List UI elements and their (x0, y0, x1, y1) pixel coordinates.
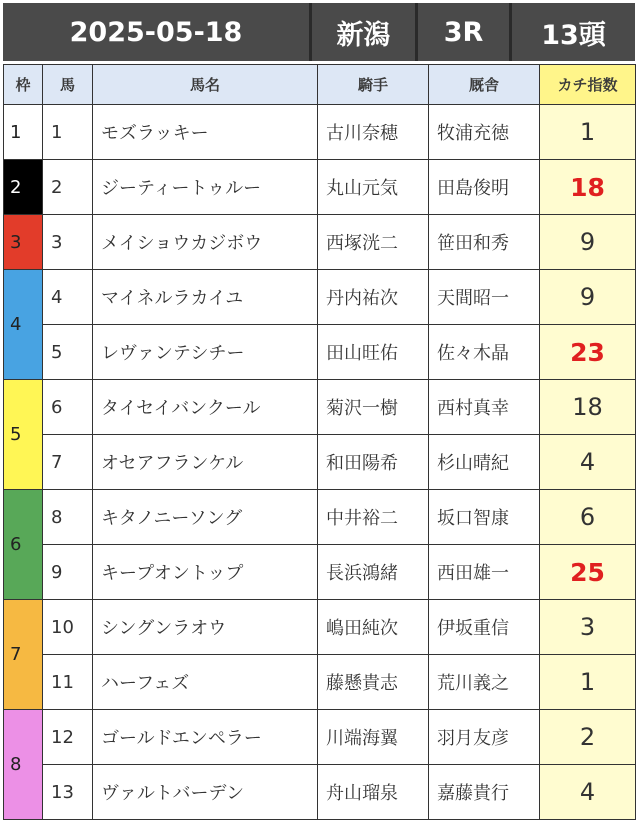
horse-number-cell: 5 (43, 325, 93, 380)
jockey-cell: 古川奈穂 (318, 105, 429, 160)
table-row (4, 765, 636, 820)
jockey-cell: 嶋田純次 (318, 600, 429, 655)
horse-name-cell: タイセイバンクール (93, 380, 318, 435)
trainer-cell: 西田雄一 (429, 545, 540, 600)
horse-number-cell: 11 (43, 655, 93, 710)
horse-number-cell: 8 (43, 490, 93, 545)
waku-cell: 3 (4, 215, 43, 270)
table-row (4, 325, 636, 380)
kachi-index-cell: 9 (540, 215, 636, 270)
horse-name-cell: レヴァンテシチー (93, 325, 318, 380)
horse-number-cell: 13 (43, 765, 93, 820)
horse-number-cell: 12 (43, 710, 93, 765)
jockey-cell: 田山旺佑 (318, 325, 429, 380)
trainer-cell: 嘉藤貴行 (429, 765, 540, 820)
col-uma: 馬 (43, 65, 93, 105)
trainer-cell: 田島俊明 (429, 160, 540, 215)
race-date: 2025-05-18 (69, 16, 243, 48)
trainer-cell: 伊坂重信 (429, 600, 540, 655)
waku-cell: 1 (4, 105, 43, 160)
jockey-cell: 長浜鴻緒 (318, 545, 429, 600)
table-row (4, 710, 636, 765)
kachi-index-cell: 4 (540, 765, 636, 820)
entry-table (3, 64, 636, 820)
trainer-cell: 杉山晴紀 (429, 435, 540, 490)
trainer-cell: 天間昭一 (429, 270, 540, 325)
jockey-cell: 和田陽希 (318, 435, 429, 490)
kachi-index-cell: 4 (540, 435, 636, 490)
trainer-cell: 羽月友彦 (429, 710, 540, 765)
horse-name-cell: メイショウカジボウ (93, 215, 318, 270)
kachi-index-cell: 6 (540, 490, 636, 545)
col-index: カチ指数 (540, 65, 636, 105)
trainer-cell: 笹田和秀 (429, 215, 540, 270)
jockey-cell: 藤懸貴志 (318, 655, 429, 710)
table-row (4, 435, 636, 490)
horse-number-cell: 3 (43, 215, 93, 270)
trainer-cell: 荒川義之 (429, 655, 540, 710)
trainer-cell: 坂口智康 (429, 490, 540, 545)
horse-number-cell: 9 (43, 545, 93, 600)
kachi-index-cell: 1 (540, 655, 636, 710)
kachi-index-cell: 23 (540, 325, 636, 380)
waku-cell: 2 (4, 160, 43, 215)
table-row (4, 600, 636, 655)
table-row (4, 380, 636, 435)
horse-name-cell: キタノニーソング (93, 490, 318, 545)
kachi-index-cell: 18 (540, 380, 636, 435)
horse-number-cell: 6 (43, 380, 93, 435)
kachi-index-cell: 25 (540, 545, 636, 600)
kachi-index-cell: 18 (540, 160, 636, 215)
waku-cell: 6 (4, 490, 43, 600)
horse-name-cell: ジーティートゥルー (93, 160, 318, 215)
trainer-cell: 佐々木晶 (429, 325, 540, 380)
trainer-cell: 西村真幸 (429, 380, 540, 435)
table-row (4, 270, 636, 325)
race-header (3, 3, 635, 61)
horse-name-cell: モズラッキー (93, 105, 318, 160)
kachi-index-cell: 2 (540, 710, 636, 765)
jockey-cell: 菊沢一樹 (318, 380, 429, 435)
table-row (4, 160, 636, 215)
waku-cell: 8 (4, 710, 43, 820)
jockey-cell: 中井裕二 (318, 490, 429, 545)
kachi-index-cell: 9 (540, 270, 636, 325)
waku-cell: 5 (4, 380, 43, 490)
table-row (4, 655, 636, 710)
col-trainer: 厩舎 (429, 65, 540, 105)
runner-count: 13頭 (541, 19, 606, 51)
horse-name-cell: マイネルラカイユ (93, 270, 318, 325)
horse-number-cell: 7 (43, 435, 93, 490)
jockey-cell: 西塚洸二 (318, 215, 429, 270)
col-name: 馬名 (93, 65, 318, 105)
jockey-cell: 丸山元気 (318, 160, 429, 215)
horse-number-cell: 1 (43, 105, 93, 160)
race-number: 3R (443, 16, 484, 48)
waku-cell: 4 (4, 270, 43, 380)
race-venue: 新潟 (336, 19, 391, 51)
jockey-cell: 丹内祐次 (318, 270, 429, 325)
table-row (4, 215, 636, 270)
table-row (4, 490, 636, 545)
table-row (4, 105, 636, 160)
horse-name-cell: キープオントップ (93, 545, 318, 600)
col-jockey: 騎手 (318, 65, 429, 105)
table-row (4, 545, 636, 600)
horse-number-cell: 2 (43, 160, 93, 215)
waku-cell: 7 (4, 600, 43, 710)
trainer-cell: 牧浦充徳 (429, 105, 540, 160)
table-header-row (4, 65, 636, 105)
horse-number-cell: 10 (43, 600, 93, 655)
horse-number-cell: 4 (43, 270, 93, 325)
col-waku: 枠 (4, 65, 43, 105)
horse-name-cell: ゴールドエンペラー (93, 710, 318, 765)
jockey-cell: 川端海翼 (318, 710, 429, 765)
kachi-index-cell: 3 (540, 600, 636, 655)
kachi-index-cell: 1 (540, 105, 636, 160)
jockey-cell: 舟山瑠泉 (318, 765, 429, 820)
horse-name-cell: オセアフランケル (93, 435, 318, 490)
horse-name-cell: ヴァルトバーデン (93, 765, 318, 820)
horse-name-cell: シングンラオウ (93, 600, 318, 655)
horse-name-cell: ハーフェズ (93, 655, 318, 710)
